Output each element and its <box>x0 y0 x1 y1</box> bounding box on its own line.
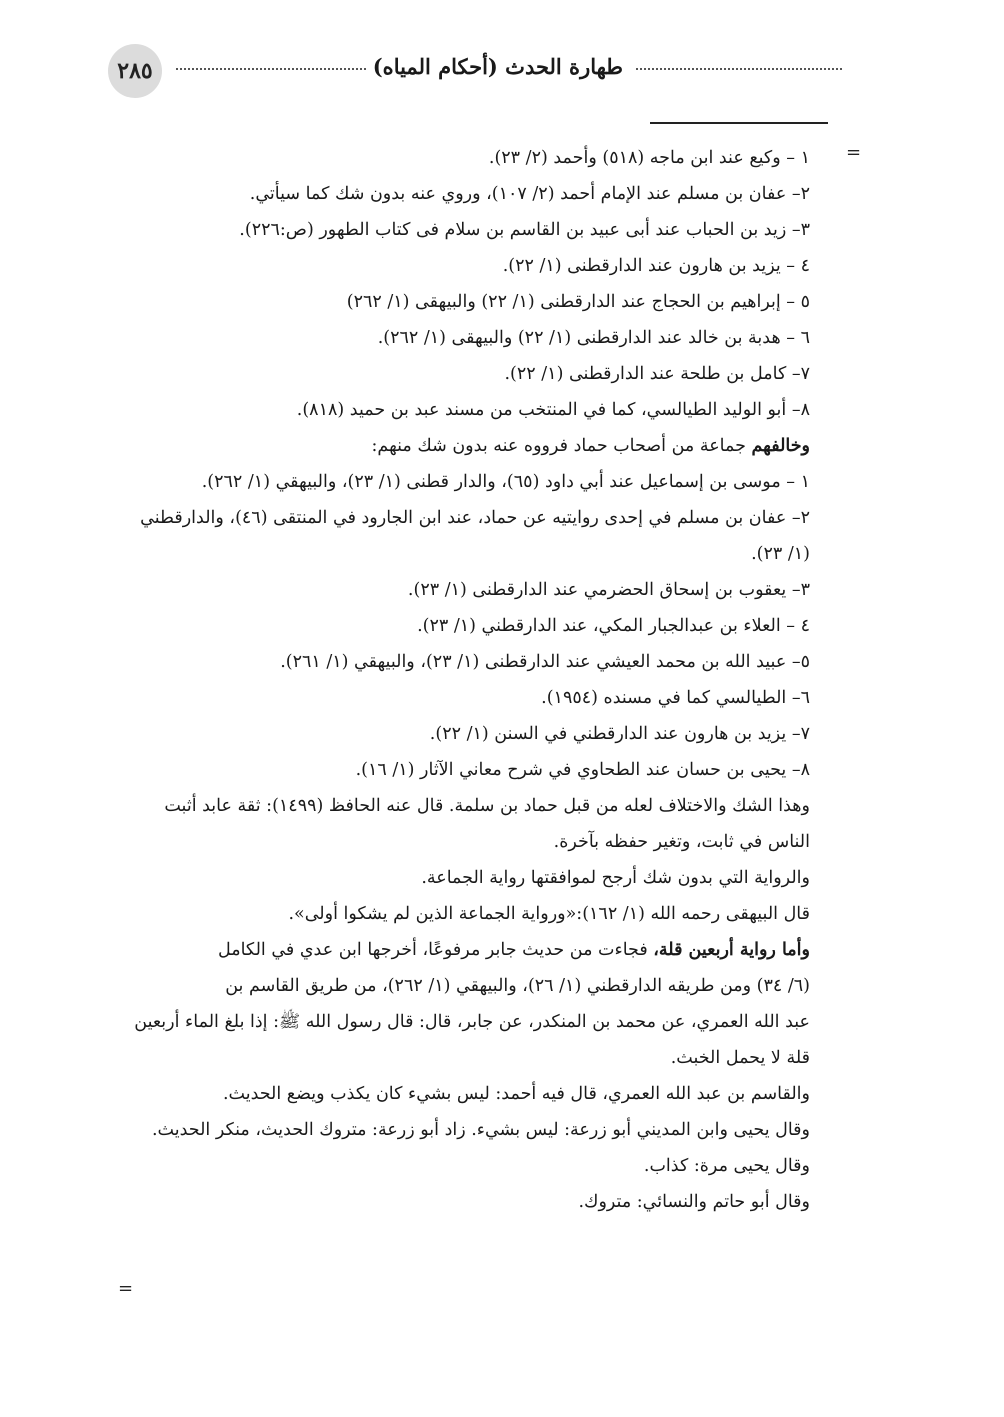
footnote-body <box>116 140 810 1220</box>
text-line <box>116 968 810 1004</box>
text-line <box>116 356 810 392</box>
text-line <box>116 284 810 320</box>
text-line <box>116 644 810 680</box>
text-line <box>116 1004 810 1040</box>
line-text: ٥– عبيد الله بن محمد العيشي عند الدارقطنى (١/ ٢٣)، والبيهقي (١/ ٢٦١). <box>280 652 810 672</box>
line-text: قلة لا يحمل الخبث. <box>670 1048 810 1068</box>
text-line <box>116 428 810 464</box>
line-text: ٦ – هدبة بن خالد عند الدارقطنى (١/ ٢٢) والبيهقى (١/ ٢٦٢). <box>377 328 810 348</box>
line-text: قال البيهقى رحمه الله (١/ ١٦٢):«ورواية الجماعة الذين لم يشكوا أولى». <box>288 904 810 924</box>
line-text: (١/ ٢٣). <box>751 544 810 564</box>
text-line <box>116 716 810 752</box>
text-line <box>116 536 810 572</box>
bold-lead-phrase: وخالفهم <box>751 436 810 456</box>
text-line <box>116 896 810 932</box>
line-text: والرواية التي بدون شك أرجح لموافقتها رواية الجماعة. <box>421 868 810 888</box>
line-text: وقال أبو حاتم والنسائي: متروك. <box>578 1192 810 1212</box>
footnote-continuation-mark-bottom: = <box>118 1278 134 1299</box>
line-text: (٦/ ٣٤) ومن طريقه الدارقطني (١/ ٢٦)، والبيهقي (١/ ٢٦٢)، من طريق القاسم بن <box>225 976 810 996</box>
text-line <box>116 788 810 824</box>
text-line <box>116 176 810 212</box>
line-text: ٥ – إبراهيم بن الحجاج عند الدارقطنى (١/ ٢٢) والبيهقى (١/ ٢٦٢) <box>346 292 810 312</box>
line-text: ٨– أبو الوليد الطيالسي، كما في المنتخب من مسند عبد بن حميد (٨١٨). <box>296 400 810 420</box>
text-line <box>116 464 810 500</box>
text-line <box>116 572 810 608</box>
text-line <box>116 608 810 644</box>
page-number: ٢٨٥ <box>108 44 162 98</box>
line-text: ٢– عفان بن مسلم عند الإمام أحمد (٢/ ١٠٧)، وروي عنه بدون شك كما سيأتي. <box>249 184 810 204</box>
footnote-separator-rule <box>650 122 828 124</box>
footnote-continuation-mark-top: = <box>846 142 862 163</box>
line-text: وهذا الشك والاختلاف لعله من قبل حماد بن سلمة. قال عنه الحافظ (١٤٩٩): ثقة عابد أثبت <box>164 796 810 816</box>
line-text: فجاءت من حديث جابر مرفوعًا، أخرجها ابن عدي في الكامل <box>217 940 654 960</box>
line-text: وقال يحيى مرة: كذاب. <box>643 1156 810 1176</box>
text-line <box>116 1076 810 1112</box>
line-text: ٦– الطيالسي كما في مسنده (١٩٥٤). <box>541 688 810 708</box>
line-text: ٧– يزيد بن هارون عند الدارقطني في السنن (١/ ٢٢). <box>429 724 810 744</box>
text-line <box>116 680 810 716</box>
header-dotted-leader-right <box>636 68 842 70</box>
line-text: ١ – وكيع عند ابن ماجه (٥١٨) وأحمد (٢/ ٢٣). <box>488 148 810 168</box>
text-line <box>116 248 810 284</box>
line-text: ٢– عفان بن مسلم في إحدى روايتيه عن حماد، عند ابن الجارود في المنتقى (٤٦)، والدارقطني <box>140 508 810 528</box>
line-text: ٨– يحيى بن حسان عند الطحاوي في شرح معاني الآثار (١/ ١٦). <box>355 760 810 780</box>
text-line <box>116 1040 810 1076</box>
line-text: عبد الله العمري، عن محمد بن المنكدر، عن جابر، قال: قال رسول الله ﷺ: إذا بلغ الماء أربعين <box>134 1012 810 1032</box>
text-line <box>116 212 810 248</box>
running-header-title: طهارة الحدث (أحكام المياه) <box>367 54 629 79</box>
line-text: ٣– زيد بن الحباب عند أبى عبيد بن القاسم بن سلام فى كتاب الطهور (ص:٢٢٦). <box>239 220 810 240</box>
text-line <box>116 140 810 176</box>
text-line <box>116 392 810 428</box>
line-text: ٣– يعقوب بن إسحاق الحضرمي عند الدارقطنى (١/ ٢٣). <box>407 580 810 600</box>
line-text: ١ – موسى بن إسماعيل عند أبي داود (٦٥)، والدار قطنى (١/ ٢٣)، والبيهقي (١/ ٢٦٢). <box>201 472 810 492</box>
text-line <box>116 752 810 788</box>
text-line <box>116 1148 810 1184</box>
text-line <box>116 1112 810 1148</box>
line-text: ٧– كامل بن طلحة عند الدارقطنى (١/ ٢٢). <box>504 364 810 384</box>
text-line <box>116 500 810 536</box>
line-text: والقاسم بن عبد الله العمري، قال فيه أحمد: ليس بشيء كان يكذب ويضع الحديث. <box>222 1084 810 1104</box>
text-line <box>116 320 810 356</box>
text-line <box>116 1184 810 1220</box>
line-text: ٤ – العلاء بن عبدالجبار المكي، عند الدارقطني (١/ ٢٣). <box>417 616 810 636</box>
line-text: وقال يحيى وابن المديني أبو زرعة: ليس بشيء. زاد أبو زرعة: متروك الحديث، منكر الحديث. <box>151 1120 810 1140</box>
line-text: الناس في ثابت، وتغير حفظه بآخرة. <box>553 832 810 852</box>
bold-lead-phrase: وأما رواية أربعين قلة، <box>653 940 810 960</box>
line-text: ٤ – يزيد بن هارون عند الدارقطنى (١/ ٢٢). <box>502 256 810 276</box>
text-line <box>116 860 810 896</box>
line-text: جماعة من أصحاب حماد فرووه عنه بدون شك منهم: <box>371 436 752 456</box>
text-line <box>116 932 810 968</box>
text-line <box>116 824 810 860</box>
